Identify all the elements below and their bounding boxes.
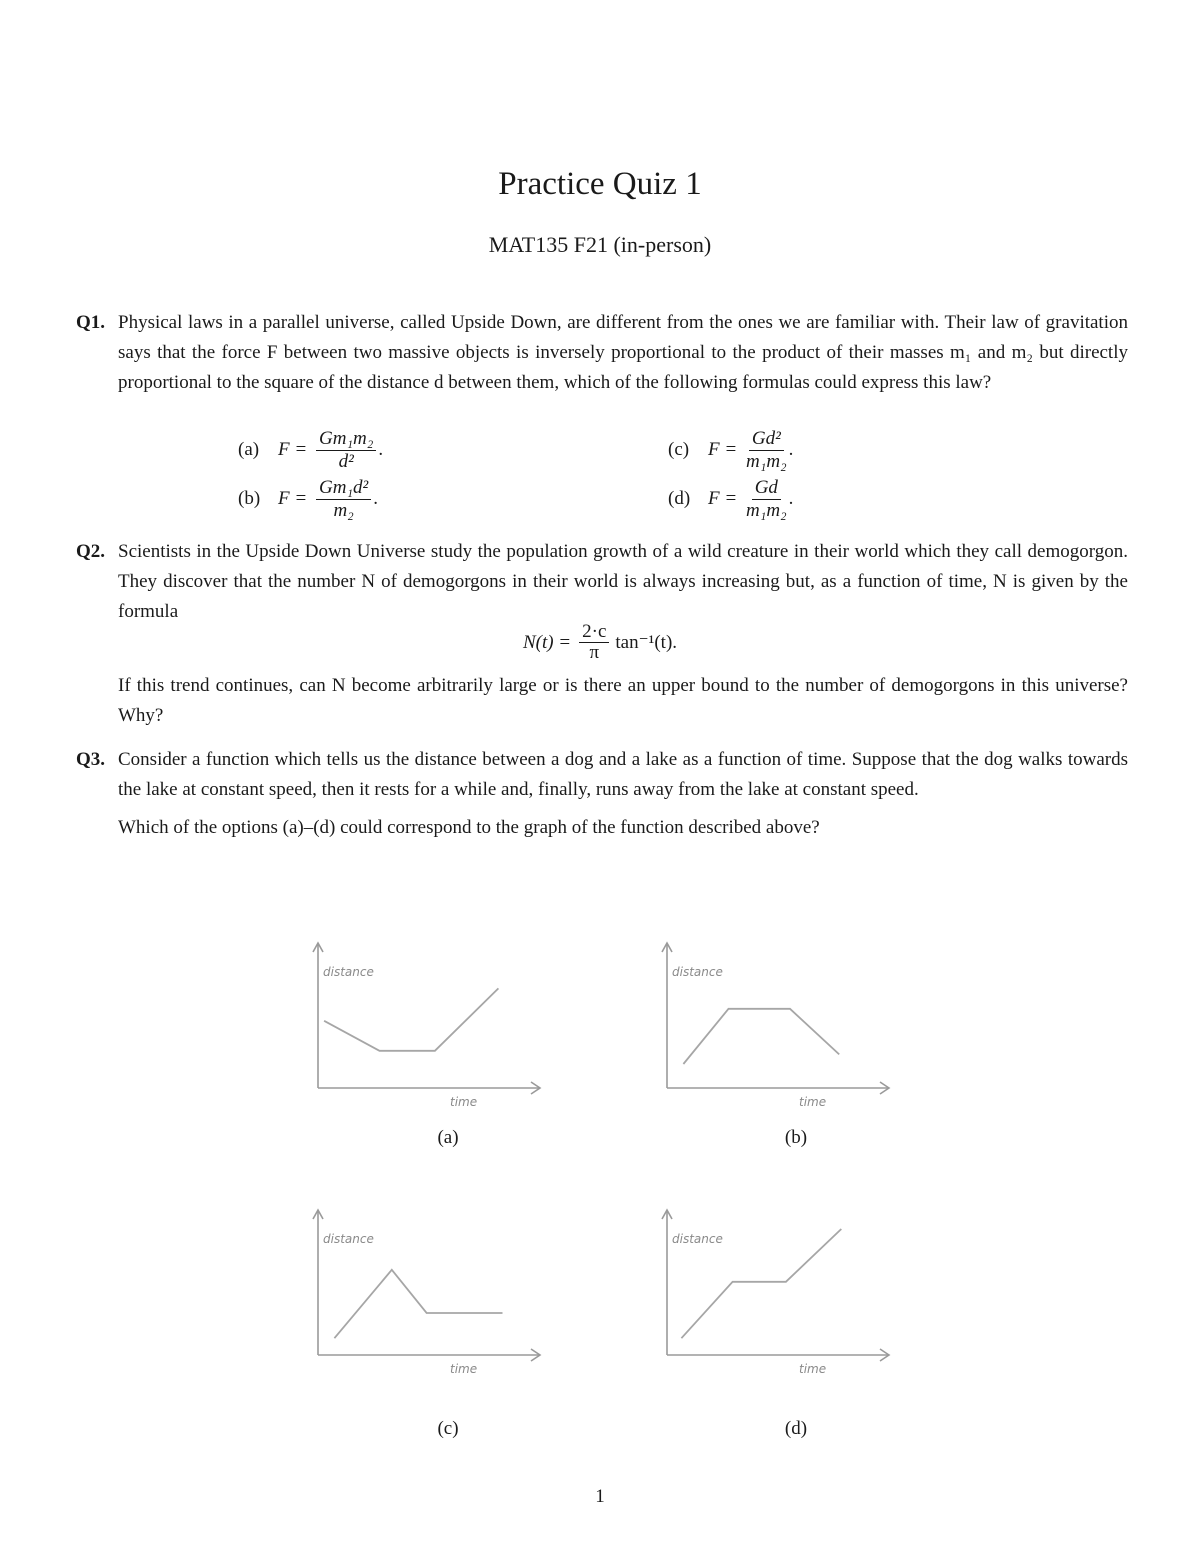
fraction-numerator: 2·c xyxy=(579,622,609,643)
formula-rhs: tan⁻¹(t). xyxy=(615,632,678,653)
question-text: Scientists in the Upside Down Universe study the population growth of a wild creature in their world which they call demogorgon. They discover that the number N of demogorgons in their world is always increasing but, as a function of time, N is given by the formula xyxy=(118,541,1128,622)
y-axis-label: distance xyxy=(323,1232,374,1246)
y-axis-label: distance xyxy=(323,965,374,979)
graph-d xyxy=(662,1210,889,1376)
option-lhs: F = xyxy=(278,439,308,460)
distance-curve xyxy=(683,1009,839,1064)
question-text: Consider a function which tells us the distance between a dog and a lake as a function of time. Suppose that the dog walks towards the lake at constant speed, then it rests for a while and, finally, runs away from the lake at constant speed. xyxy=(118,749,1128,800)
x-axis-label: time xyxy=(450,1095,478,1109)
option-b: (b) F = $\frac{\text{Gm₁d²}}{\text{m₂}}$ . xyxy=(238,476,378,521)
fraction-numerator: Gd xyxy=(752,477,781,500)
question-number: Q2. xyxy=(76,541,106,562)
fraction-denominator: π xyxy=(589,642,600,663)
page-number: 1 xyxy=(595,1486,605,1507)
option-d: (d) F = $\frac{Gd}{\text{m₁m₂}}$ . xyxy=(668,476,794,521)
option-a: (a) F = $\frac{\text{Gm₁m₂}}{\text{d²}}$ . xyxy=(238,427,384,472)
distance-curve xyxy=(334,1270,502,1338)
option-lhs: F = xyxy=(708,439,738,460)
question-number: Q3. xyxy=(76,749,106,770)
question-followup: If this trend continues, can N become arbitrarily large or is there an upper bound to the number of demogorgons in this universe? Why? xyxy=(118,675,1128,726)
question-prompt: Which of the options (a)–(d) could correspond to the graph of the function described above? xyxy=(118,817,820,838)
y-axis-label: distance xyxy=(672,1232,723,1246)
graph-c xyxy=(313,1210,540,1376)
graph-caption-a: (a) xyxy=(437,1127,459,1148)
fraction-numerator: Gm₁d² xyxy=(316,477,371,500)
x-axis-label: time xyxy=(799,1362,827,1376)
fraction-denominator: m₂ xyxy=(333,499,354,521)
option-c: (c) F = $\frac{\text{Gd²}}{\text{m₁m₂}}$ . xyxy=(668,427,794,472)
x-axis-label: time xyxy=(799,1095,827,1109)
fraction-denominator: m₁m₂ xyxy=(746,499,787,521)
question-number: Q1. xyxy=(76,312,106,333)
fraction-denominator: m₁m₂ xyxy=(746,450,787,472)
graph-caption-c: (c) xyxy=(437,1418,459,1439)
fraction-numerator: Gd² xyxy=(749,428,784,451)
option-label: (b) xyxy=(238,488,261,509)
question-text: Physical laws in a parallel universe, called Upside Down, are different from the ones we are familiar with. Their law of gravitation says that the force F between two massive objects is inversely proportional to the product of their masses m₁ and m₂ but directly proportional to the square of the distance d between them, which of the following formulas could express this law? xyxy=(118,312,1128,393)
fraction-denominator: d² xyxy=(338,450,354,472)
graph-b xyxy=(662,943,889,1109)
distance-curve xyxy=(324,988,498,1050)
graph-caption-d: (d) xyxy=(784,1418,808,1439)
formula-lhs: N(t) = xyxy=(522,631,572,653)
y-axis-label: distance xyxy=(672,965,723,979)
fraction-numerator: Gm₁m₂ xyxy=(316,428,376,451)
graph-caption-b: (b) xyxy=(784,1127,808,1148)
x-axis-label: time xyxy=(450,1362,478,1376)
page-title: Practice Quiz 1 xyxy=(498,166,702,202)
option-label: (d) xyxy=(668,488,691,509)
option-label: (c) xyxy=(668,439,690,460)
option-label: (a) xyxy=(238,439,260,460)
option-lhs: F = xyxy=(708,488,738,509)
course-subtitle: MAT135 F21 (in-person) xyxy=(488,232,712,257)
graph-a xyxy=(313,943,540,1109)
option-lhs: F = xyxy=(278,488,308,509)
